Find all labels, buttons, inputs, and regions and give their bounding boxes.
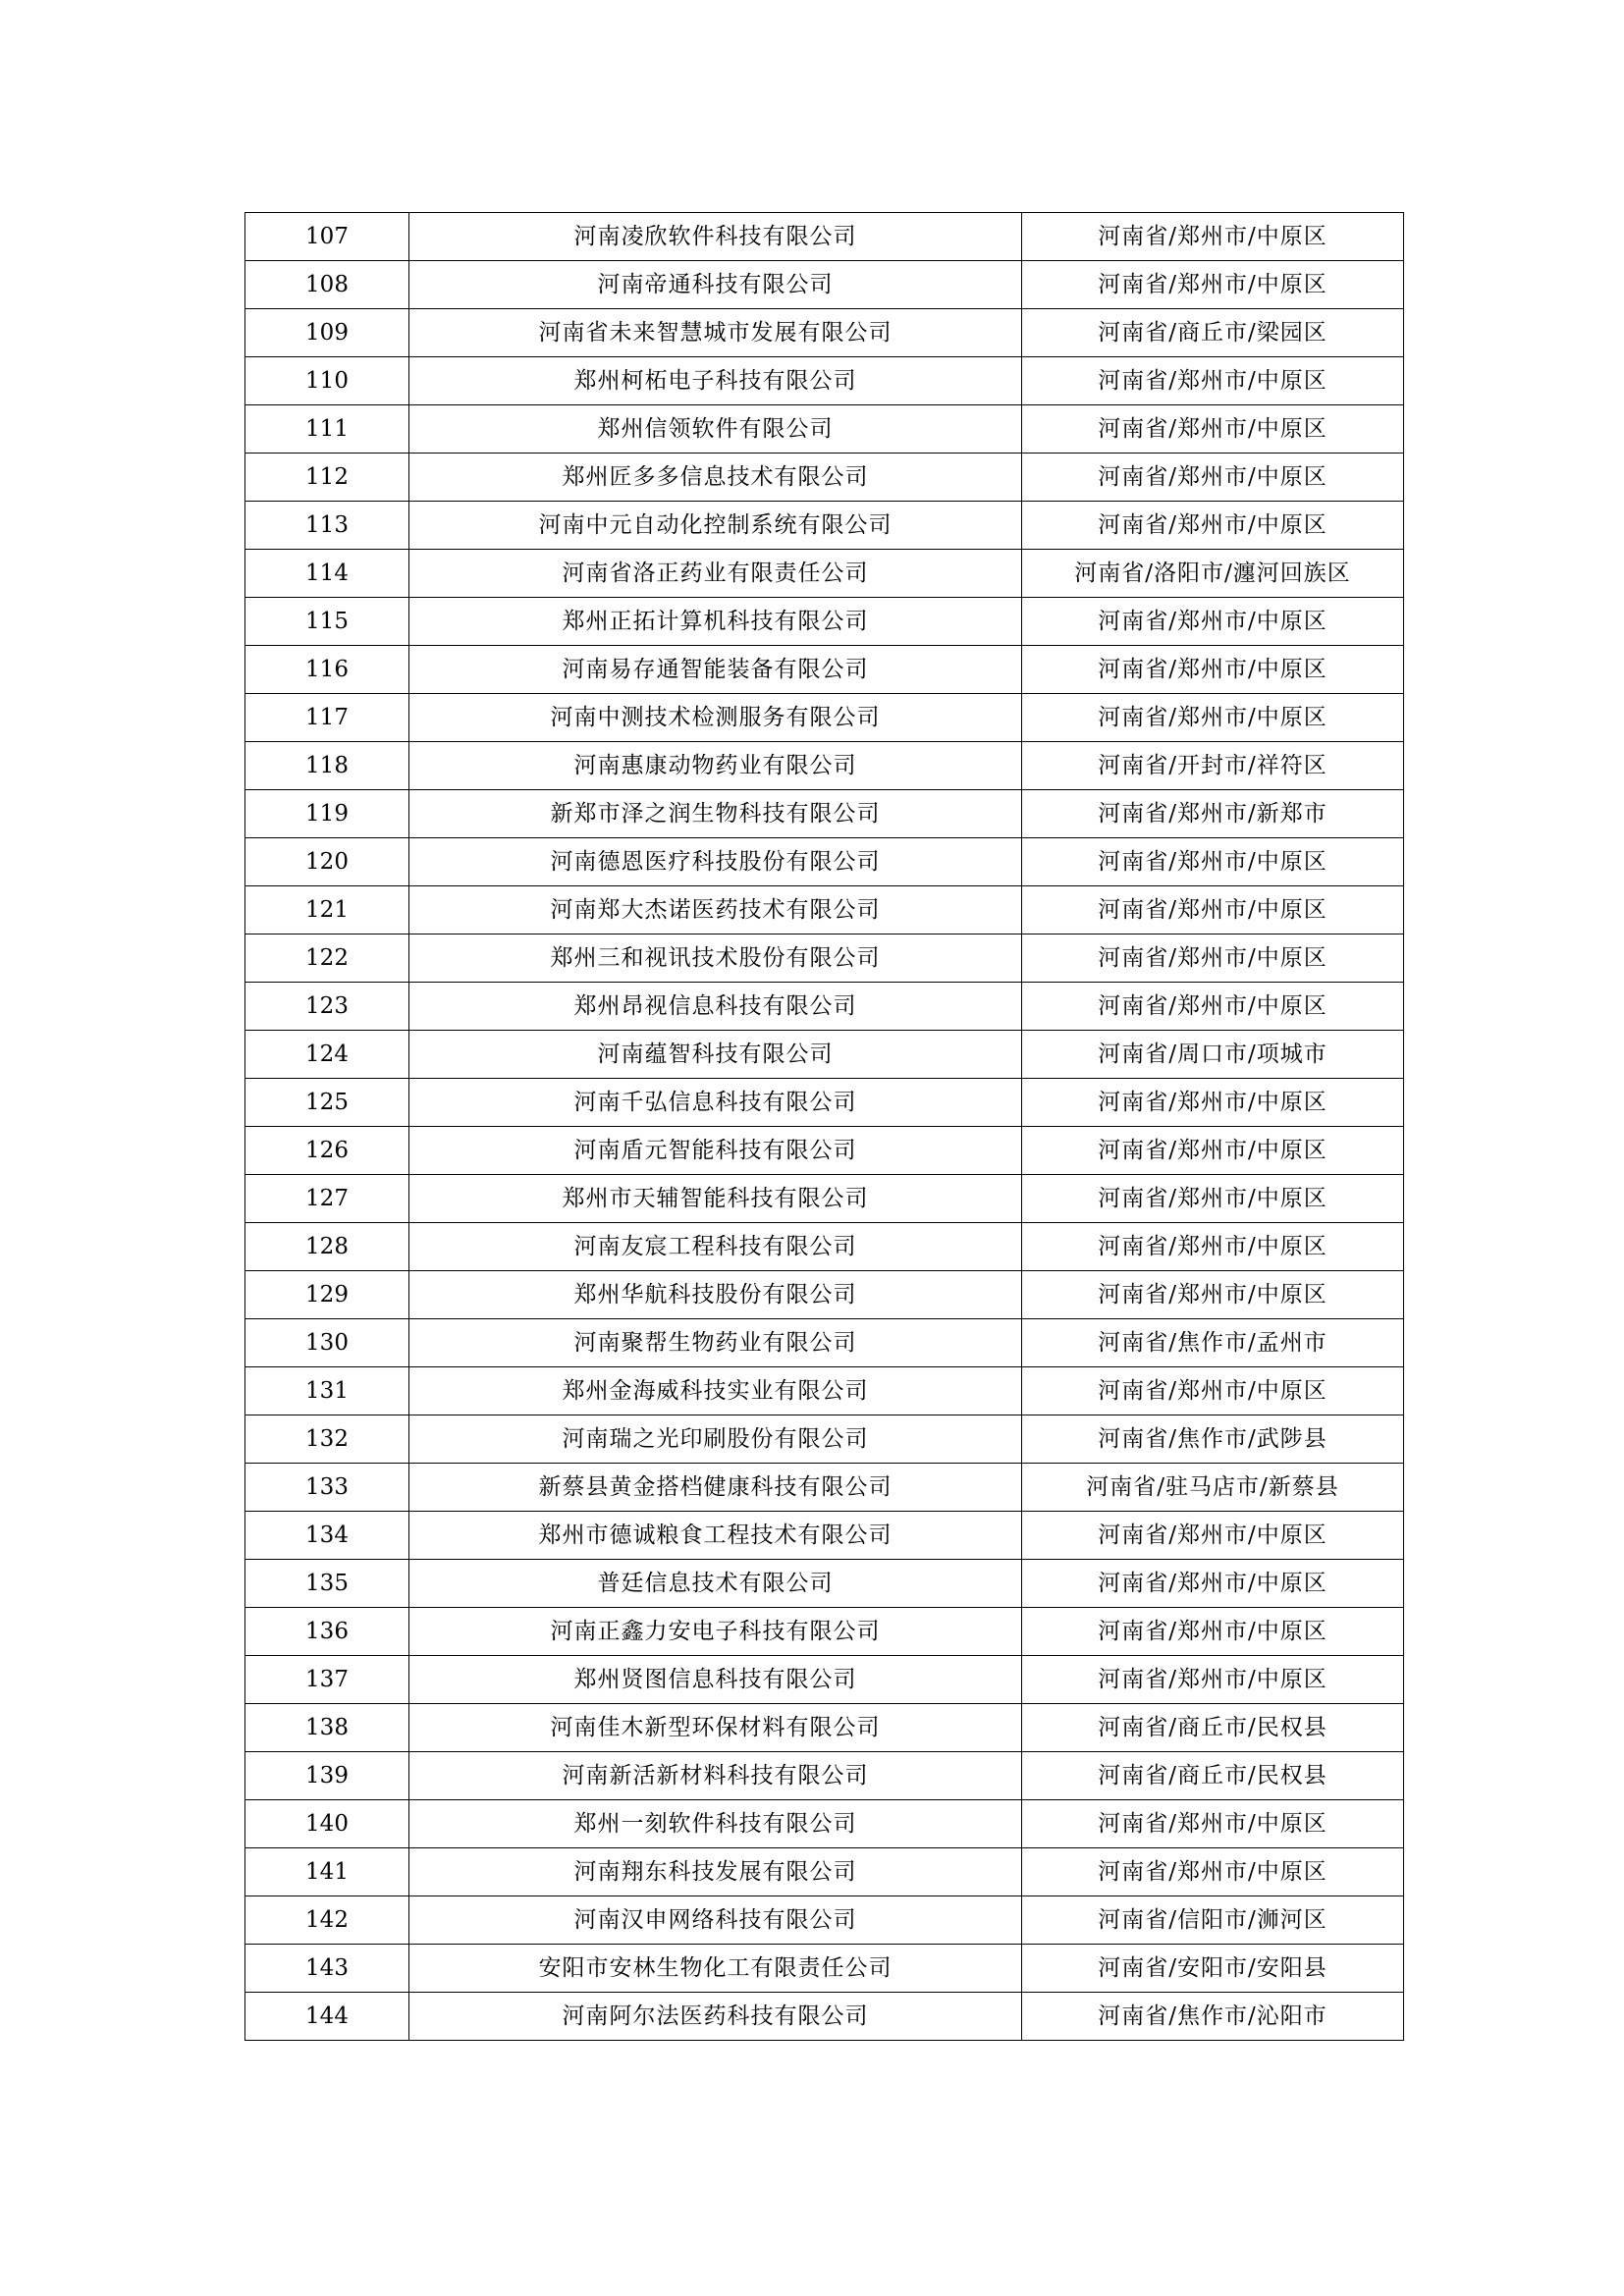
row-number-cell: 139 <box>245 1752 409 1800</box>
row-number-cell: 117 <box>245 694 409 742</box>
region-cell: 河南省/郑州市/中原区 <box>1022 694 1404 742</box>
region-cell: 河南省/焦作市/武陟县 <box>1022 1415 1404 1464</box>
company-name-cell: 河南帝通科技有限公司 <box>409 261 1022 309</box>
row-number-cell: 129 <box>245 1271 409 1319</box>
region-cell: 河南省/焦作市/沁阳市 <box>1022 1993 1404 2041</box>
region-cell: 河南省/洛阳市/瀍河回族区 <box>1022 550 1404 598</box>
row-number-cell: 135 <box>245 1560 409 1608</box>
region-cell: 河南省/郑州市/中原区 <box>1022 646 1404 694</box>
company-name-cell: 河南省洛正药业有限责任公司 <box>409 550 1022 598</box>
row-number-cell: 113 <box>245 502 409 550</box>
table-row <box>245 934 1404 983</box>
table-row <box>245 838 1404 886</box>
company-name-cell: 河南蕴智科技有限公司 <box>409 1031 1022 1079</box>
company-list-table <box>244 212 1404 2041</box>
table-row <box>245 598 1404 646</box>
row-number-cell: 109 <box>245 309 409 357</box>
table-row <box>245 1608 1404 1656</box>
row-number-cell: 144 <box>245 1993 409 2041</box>
company-name-cell: 河南德恩医疗科技股份有限公司 <box>409 838 1022 886</box>
region-cell: 河南省/驻马店市/新蔡县 <box>1022 1464 1404 1512</box>
table-row <box>245 694 1404 742</box>
region-cell: 河南省/郑州市/中原区 <box>1022 454 1404 502</box>
region-cell: 河南省/商丘市/民权县 <box>1022 1704 1404 1752</box>
row-number-cell: 140 <box>245 1800 409 1848</box>
table-row <box>245 502 1404 550</box>
region-cell: 河南省/郑州市/中原区 <box>1022 1367 1404 1415</box>
row-number-cell: 125 <box>245 1079 409 1127</box>
table-row <box>245 1223 1404 1271</box>
region-cell: 河南省/郑州市/中原区 <box>1022 502 1404 550</box>
region-cell: 河南省/郑州市/中原区 <box>1022 1608 1404 1656</box>
company-name-cell: 河南汉申网络科技有限公司 <box>409 1896 1022 1945</box>
region-cell: 河南省/郑州市/中原区 <box>1022 886 1404 934</box>
table-row <box>245 1271 1404 1319</box>
table-row <box>245 1175 1404 1223</box>
region-cell: 河南省/安阳市/安阳县 <box>1022 1945 1404 1993</box>
table-row <box>245 213 1404 261</box>
row-number-cell: 115 <box>245 598 409 646</box>
region-cell: 河南省/郑州市/中原区 <box>1022 1656 1404 1704</box>
region-cell: 河南省/郑州市/中原区 <box>1022 1223 1404 1271</box>
row-number-cell: 116 <box>245 646 409 694</box>
row-number-cell: 142 <box>245 1896 409 1945</box>
company-name-cell: 郑州贤图信息科技有限公司 <box>409 1656 1022 1704</box>
company-name-cell: 新郑市泽之润生物科技有限公司 <box>409 790 1022 838</box>
region-cell: 河南省/开封市/祥符区 <box>1022 742 1404 790</box>
row-number-cell: 124 <box>245 1031 409 1079</box>
table-row <box>245 1464 1404 1512</box>
region-cell: 河南省/郑州市/中原区 <box>1022 1127 1404 1175</box>
company-name-cell: 新蔡县黄金搭档健康科技有限公司 <box>409 1464 1022 1512</box>
region-cell: 河南省/郑州市/中原区 <box>1022 261 1404 309</box>
row-number-cell: 138 <box>245 1704 409 1752</box>
table-row <box>245 1800 1404 1848</box>
table-row <box>245 1656 1404 1704</box>
region-cell: 河南省/信阳市/浉河区 <box>1022 1896 1404 1945</box>
company-name-cell: 郑州一刻软件科技有限公司 <box>409 1800 1022 1848</box>
table-row <box>245 1704 1404 1752</box>
table-row <box>245 983 1404 1031</box>
table-row <box>245 357 1404 405</box>
company-name-cell: 郑州匠多多信息技术有限公司 <box>409 454 1022 502</box>
region-cell: 河南省/商丘市/民权县 <box>1022 1752 1404 1800</box>
company-name-cell: 河南中测技术检测服务有限公司 <box>409 694 1022 742</box>
company-name-cell: 河南翔东科技发展有限公司 <box>409 1848 1022 1896</box>
company-name-cell: 河南凌欣软件科技有限公司 <box>409 213 1022 261</box>
row-number-cell: 128 <box>245 1223 409 1271</box>
company-name-cell: 河南阿尔法医药科技有限公司 <box>409 1993 1022 2041</box>
row-number-cell: 123 <box>245 983 409 1031</box>
company-name-cell: 河南惠康动物药业有限公司 <box>409 742 1022 790</box>
company-name-cell: 郑州正拓计算机科技有限公司 <box>409 598 1022 646</box>
company-name-cell: 河南千弘信息科技有限公司 <box>409 1079 1022 1127</box>
company-name-cell: 河南瑞之光印刷股份有限公司 <box>409 1415 1022 1464</box>
region-cell: 河南省/焦作市/孟州市 <box>1022 1319 1404 1367</box>
row-number-cell: 122 <box>245 934 409 983</box>
company-name-cell: 河南聚帮生物药业有限公司 <box>409 1319 1022 1367</box>
table-row <box>245 1848 1404 1896</box>
table-row <box>245 1560 1404 1608</box>
region-cell: 河南省/郑州市/中原区 <box>1022 1175 1404 1223</box>
table-row <box>245 1896 1404 1945</box>
table-row <box>245 1079 1404 1127</box>
table-row <box>245 742 1404 790</box>
region-cell: 河南省/郑州市/中原区 <box>1022 838 1404 886</box>
region-cell: 河南省/周口市/项城市 <box>1022 1031 1404 1079</box>
row-number-cell: 114 <box>245 550 409 598</box>
region-cell: 河南省/郑州市/中原区 <box>1022 213 1404 261</box>
row-number-cell: 120 <box>245 838 409 886</box>
row-number-cell: 137 <box>245 1656 409 1704</box>
company-name-cell: 河南正鑫力安电子科技有限公司 <box>409 1608 1022 1656</box>
company-name-cell: 郑州市德诚粮食工程技术有限公司 <box>409 1512 1022 1560</box>
table-row <box>245 1752 1404 1800</box>
company-name-cell: 河南省未来智慧城市发展有限公司 <box>409 309 1022 357</box>
row-number-cell: 127 <box>245 1175 409 1223</box>
table-row <box>245 1127 1404 1175</box>
region-cell: 河南省/郑州市/中原区 <box>1022 405 1404 454</box>
table-row <box>245 790 1404 838</box>
region-cell: 河南省/郑州市/中原区 <box>1022 598 1404 646</box>
row-number-cell: 133 <box>245 1464 409 1512</box>
company-name-cell: 河南易存通智能装备有限公司 <box>409 646 1022 694</box>
region-cell: 河南省/郑州市/中原区 <box>1022 1271 1404 1319</box>
row-number-cell: 132 <box>245 1415 409 1464</box>
company-name-cell: 河南友宸工程科技有限公司 <box>409 1223 1022 1271</box>
table-row <box>245 454 1404 502</box>
table-row <box>245 886 1404 934</box>
region-cell: 河南省/商丘市/梁园区 <box>1022 309 1404 357</box>
row-number-cell: 143 <box>245 1945 409 1993</box>
table-row <box>245 1993 1404 2041</box>
company-name-cell: 普廷信息技术有限公司 <box>409 1560 1022 1608</box>
company-name-cell: 郑州华航科技股份有限公司 <box>409 1271 1022 1319</box>
company-name-cell: 河南郑大杰诺医药技术有限公司 <box>409 886 1022 934</box>
region-cell: 河南省/郑州市/中原区 <box>1022 357 1404 405</box>
row-number-cell: 107 <box>245 213 409 261</box>
row-number-cell: 119 <box>245 790 409 838</box>
row-number-cell: 111 <box>245 405 409 454</box>
company-name-cell: 郑州三和视讯技术股份有限公司 <box>409 934 1022 983</box>
table-row <box>245 1945 1404 1993</box>
company-name-cell: 郑州市天辅智能科技有限公司 <box>409 1175 1022 1223</box>
table-row <box>245 1319 1404 1367</box>
row-number-cell: 126 <box>245 1127 409 1175</box>
region-cell: 河南省/郑州市/中原区 <box>1022 1800 1404 1848</box>
row-number-cell: 110 <box>245 357 409 405</box>
company-name-cell: 郑州昂视信息科技有限公司 <box>409 983 1022 1031</box>
company-name-cell: 郑州信领软件有限公司 <box>409 405 1022 454</box>
region-cell: 河南省/郑州市/中原区 <box>1022 1848 1404 1896</box>
row-number-cell: 121 <box>245 886 409 934</box>
region-cell: 河南省/郑州市/中原区 <box>1022 1560 1404 1608</box>
row-number-cell: 112 <box>245 454 409 502</box>
row-number-cell: 118 <box>245 742 409 790</box>
table-row <box>245 550 1404 598</box>
table-row <box>245 1031 1404 1079</box>
company-name-cell: 河南盾元智能科技有限公司 <box>409 1127 1022 1175</box>
company-name-cell: 郑州金海威科技实业有限公司 <box>409 1367 1022 1415</box>
region-cell: 河南省/郑州市/中原区 <box>1022 1079 1404 1127</box>
company-name-cell: 河南中元自动化控制系统有限公司 <box>409 502 1022 550</box>
company-name-cell: 河南佳木新型环保材料有限公司 <box>409 1704 1022 1752</box>
table-row <box>245 309 1404 357</box>
region-cell: 河南省/郑州市/新郑市 <box>1022 790 1404 838</box>
row-number-cell: 141 <box>245 1848 409 1896</box>
row-number-cell: 131 <box>245 1367 409 1415</box>
table-row <box>245 261 1404 309</box>
table-row <box>245 646 1404 694</box>
row-number-cell: 108 <box>245 261 409 309</box>
table-row <box>245 1415 1404 1464</box>
table-row <box>245 1512 1404 1560</box>
region-cell: 河南省/郑州市/中原区 <box>1022 983 1404 1031</box>
region-cell: 河南省/郑州市/中原区 <box>1022 934 1404 983</box>
region-cell: 河南省/郑州市/中原区 <box>1022 1512 1404 1560</box>
company-name-cell: 安阳市安林生物化工有限责任公司 <box>409 1945 1022 1993</box>
table-row <box>245 1367 1404 1415</box>
table-row <box>245 405 1404 454</box>
company-name-cell: 河南新活新材料科技有限公司 <box>409 1752 1022 1800</box>
row-number-cell: 136 <box>245 1608 409 1656</box>
table-body <box>245 213 1404 2041</box>
company-name-cell: 郑州柯柘电子科技有限公司 <box>409 357 1022 405</box>
row-number-cell: 130 <box>245 1319 409 1367</box>
row-number-cell: 134 <box>245 1512 409 1560</box>
